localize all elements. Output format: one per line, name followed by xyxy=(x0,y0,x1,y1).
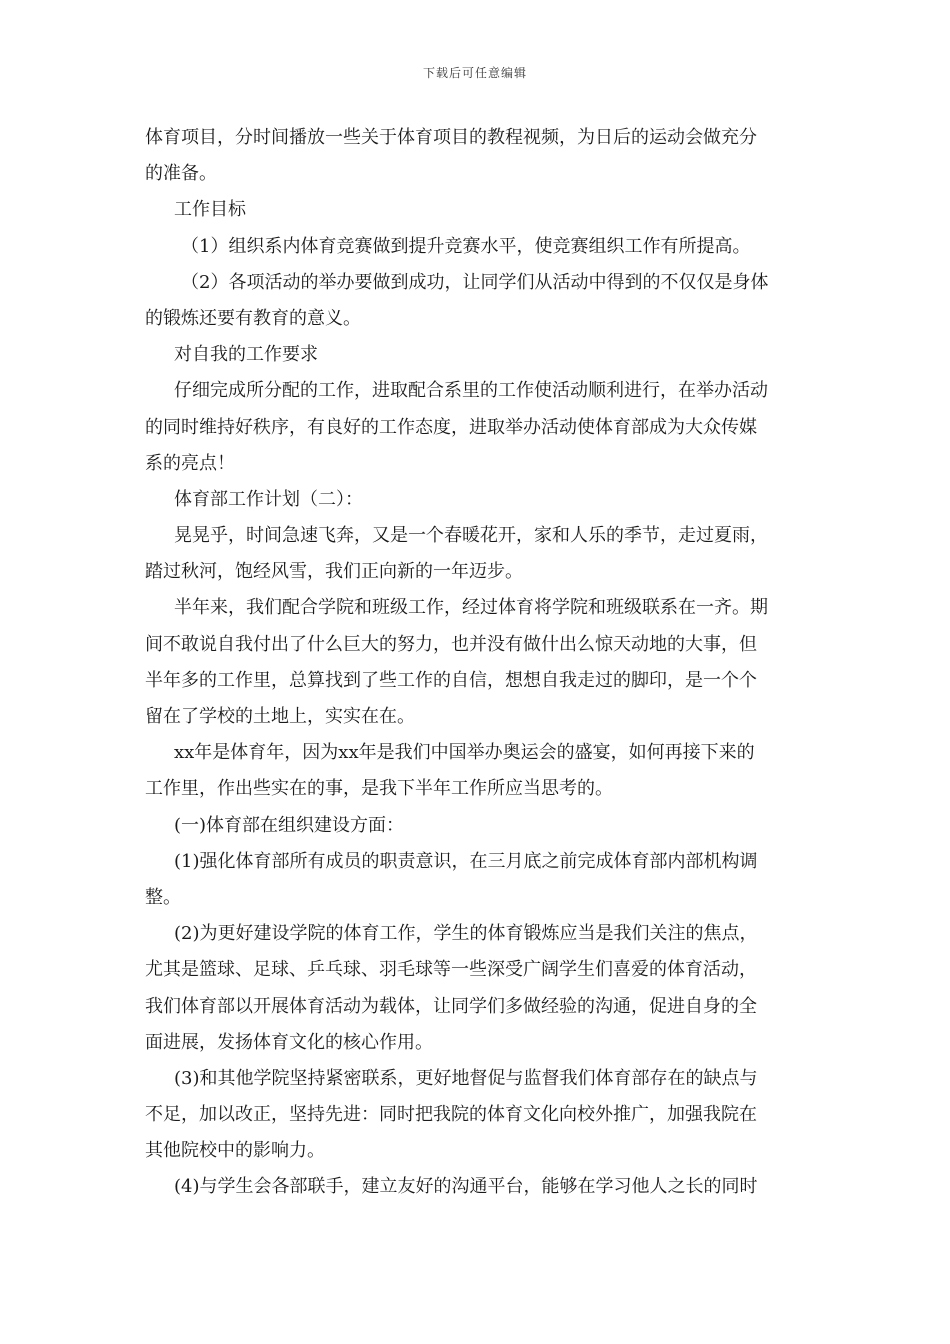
text-line: 体育项目，分时间播放一些关于体育项目的教程视频，为日后的运动会做充分 xyxy=(145,127,757,148)
text-line: 工作里，作出些实在的事，是我下半年工作所应当思考的。 xyxy=(145,778,613,800)
page-header: 下载后可任意编辑 xyxy=(422,66,527,80)
text-line: 的同时维持好秩序，有良好的工作态度，进取举办活动使体育部成为大众传媒 xyxy=(145,416,757,438)
text-line: 面进展，发扬体育文化的核心作用。 xyxy=(145,1031,433,1053)
text-line: 半年来，我们配合学院和班级工作，经过体育将学院和班级联系在一齐。期 xyxy=(174,597,768,619)
text-line: 间不敢说自我付出了什么巨大的努力，也并没有做什出么惊天动地的大事，但 xyxy=(145,633,757,655)
text-line: 对自我的工作要求 xyxy=(174,344,318,366)
text-line: xx年是体育年，因为xx年是我们中国举办奥运会的盛宴，如何再接下来的 xyxy=(174,742,755,764)
text-line: (4)与学生会各部联手，建立友好的沟通平台，能够在学习他人之长的同时 xyxy=(174,1176,758,1198)
text-line: (2)为更好建设学院的体育工作，学生的体育锻炼应当是我们关注的焦点， xyxy=(174,923,758,945)
text-line: 工作目标 xyxy=(174,199,246,221)
text-line: 尤其是篮球、足球、乒乓球、羽毛球等一些深受广阔学生们喜爱的体育活动， xyxy=(145,959,757,981)
text-line: 留在了学校的土地上，实实在在。 xyxy=(145,706,415,727)
text-line: (3)和其他学院坚持紧密联系，更好地督促与监督我们体育部存在的缺点与 xyxy=(174,1067,758,1089)
text-line: 不足，加以改正，坚持先进：同时把我院的体育文化向校外推广，加强我院在 xyxy=(145,1104,757,1126)
text-line: 的锻炼还要有教育的意义。 xyxy=(145,307,361,329)
text-line: 体育部工作计划（二）： xyxy=(174,488,363,510)
text-line: （2）各项活动的举办要做到成功，让同学们从活动中得到的不仅仅是身体 xyxy=(181,271,769,293)
text-line: 晃晃乎，时间急速飞奔，又是一个春暖花开，家和人乐的季节，走过夏雨， xyxy=(174,525,768,547)
text-line: 我们体育部以开展体育活动为载体，让同学们多做经验的沟通，促进自身的全 xyxy=(145,995,757,1017)
text-line: 踏过秋河，饱经风雪，我们正向新的一年迈步。 xyxy=(145,561,523,583)
text-line: 半年多的工作里，总算找到了些工作的自信，想想自我走过的脚印，是一个个 xyxy=(145,669,757,691)
text-line: 系的亮点！ xyxy=(145,452,235,474)
text-line: (一)体育部在组织建设方面： xyxy=(174,814,405,836)
text-line: （1）组织系内体育竞赛做到提升竞赛水平，使竞赛组织工作有所提高。 xyxy=(181,235,751,257)
text-line: 整。 xyxy=(145,886,181,908)
document-body xyxy=(145,120,805,1206)
text-line: 的准备。 xyxy=(145,163,217,185)
text-line: (1)强化体育部所有成员的职责意识，在三月底之前完成体育部内部机构调 xyxy=(174,850,758,872)
text-line: 其他院校中的影响力。 xyxy=(145,1140,325,1162)
text-line: 仔细完成所分配的工作，进取配合系里的工作使活动顺利进行，在举办活动 xyxy=(174,380,768,402)
